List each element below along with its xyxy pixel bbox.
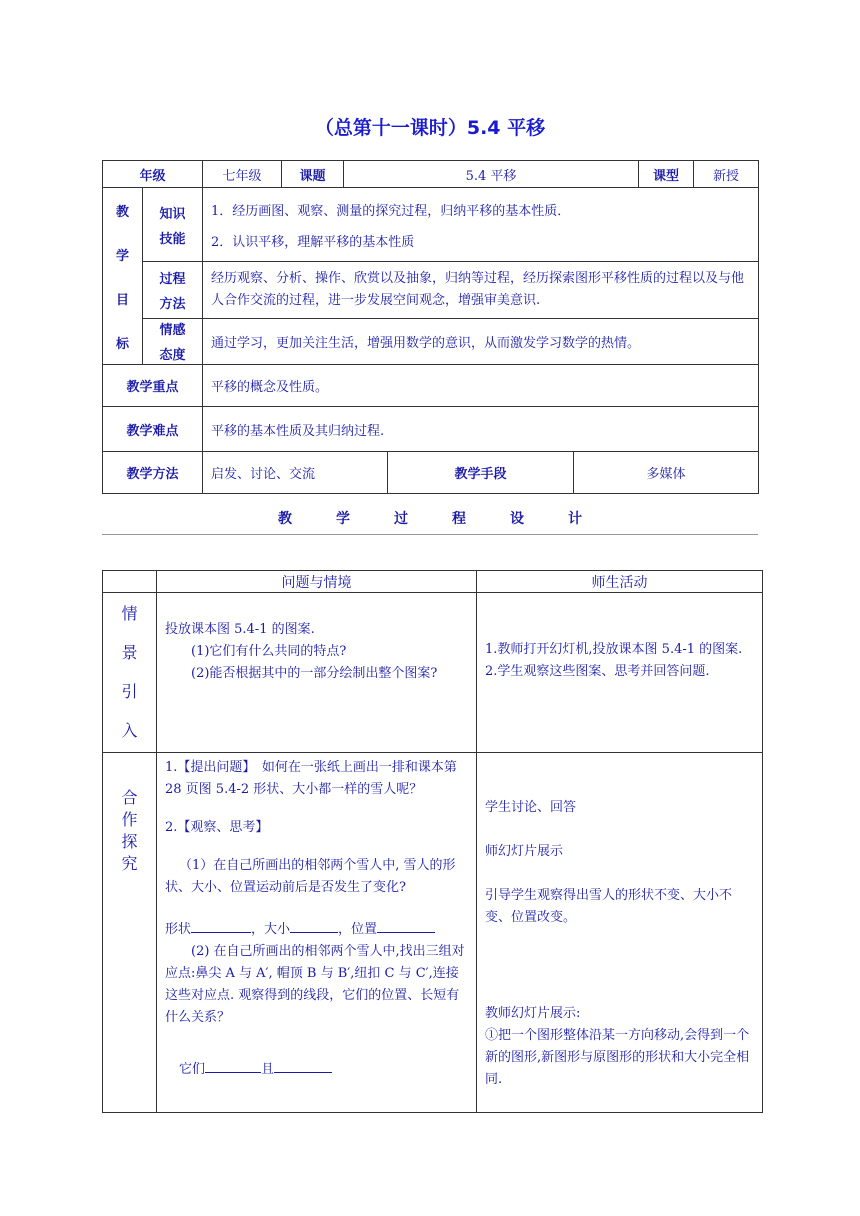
section-heading: 教 学 过 程 设 计 [278, 511, 582, 527]
attitude-label: 情感 态度 [143, 318, 203, 364]
process-label: 过程 方法 [143, 262, 203, 318]
header-question: 问题与情境 [157, 571, 477, 593]
teaching-process-table [102, 570, 763, 1113]
intro-question: 投放课本图 5.4-1 的图案. (1)它们有什么共同的特点? (2)能否根据其中的一部分绘制出整个图案? [157, 593, 477, 753]
key-point-label: 教学重点 [103, 365, 203, 407]
intro-activity: 1.教师打开幻灯机,投放课本图 5.4-1 的图案. 2.学生观察这些图案、思考并回答问题. [477, 593, 763, 753]
grade-value: 七年级 [203, 161, 282, 188]
lesson-info-table [102, 160, 759, 494]
explore-question: 1.【提出问题】 如何在一张纸上画出一排和课本第 28 页图 5.4-2 形状、大小都一样的雪人呢？ 2.【观察、思考】 （1）在自己所画出的相邻两个雪人中, 雪人的形状、大小、位置运动前后是否发生了变化? 形状 ，大小 ，位置 (2) 在自己所画出的相邻两个雪人中,找出三组对应点:鼻尖 A 与 A′, 帽顶 B 与 B′,纽扣 C 与 C′,连接这些对应点. 观察得到的线段，它们的位置、长短有什么关系？ 它们 且 [157, 753, 477, 1113]
key-point-text: 平移的概念及性质。 [203, 365, 759, 407]
type-value: 新授 [694, 161, 759, 188]
difficulty-text: 平移的基本性质及其归纳过程. [203, 407, 759, 452]
knowledge-label: 知识 技能 [143, 188, 203, 262]
attitude-text: 通过学习，更加关注生活，增强用数学的意识，从而激发学习数学的热情。 [203, 318, 759, 364]
method-text: 启发、讨论、交流 [203, 452, 388, 494]
knowledge-text: 1．经历画图、观察、测量的探究过程，归纳平移的基本性质． 2．认识平移，理解平移的基本性质 [203, 188, 759, 262]
means-text: 多媒体 [574, 452, 759, 494]
intro-label: 情 景 引 入 [103, 593, 157, 753]
divider [102, 534, 758, 535]
explore-label: 合 作 探 究 [103, 753, 157, 1113]
explore-activity: 学生讨论、回答 师幻灯片展示 引导学生观察得出雪人的形状不变、大小不变、位置改变。 教师幻灯片展示: ①把一个图形整体沿某一方向移动,会得到一个新的图形,新图形与原图形的形状和大小完全相同. [477, 753, 763, 1113]
header-activity: 师生活动 [477, 571, 763, 593]
header-blank [103, 571, 157, 593]
process-text: 经历观察、分析、操作、欣赏以及抽象，归纳等过程，经历探索图形平移性质的过程以及与他人合作交流的过程，进一步发展空间观念，增强审美意识. [203, 262, 759, 318]
method-label: 教学方法 [103, 452, 203, 494]
means-label: 教学手段 [388, 452, 574, 494]
type-label: 课型 [639, 161, 694, 188]
difficulty-label: 教学难点 [103, 407, 203, 452]
topic-label: 课题 [282, 161, 344, 188]
goals-label: 教 学 目 标 [103, 188, 143, 365]
topic-value: 5.4 平移 [344, 161, 639, 188]
page-title: （总第十一课时）5.4 平移 [314, 117, 546, 139]
grade-label: 年级 [103, 161, 203, 188]
